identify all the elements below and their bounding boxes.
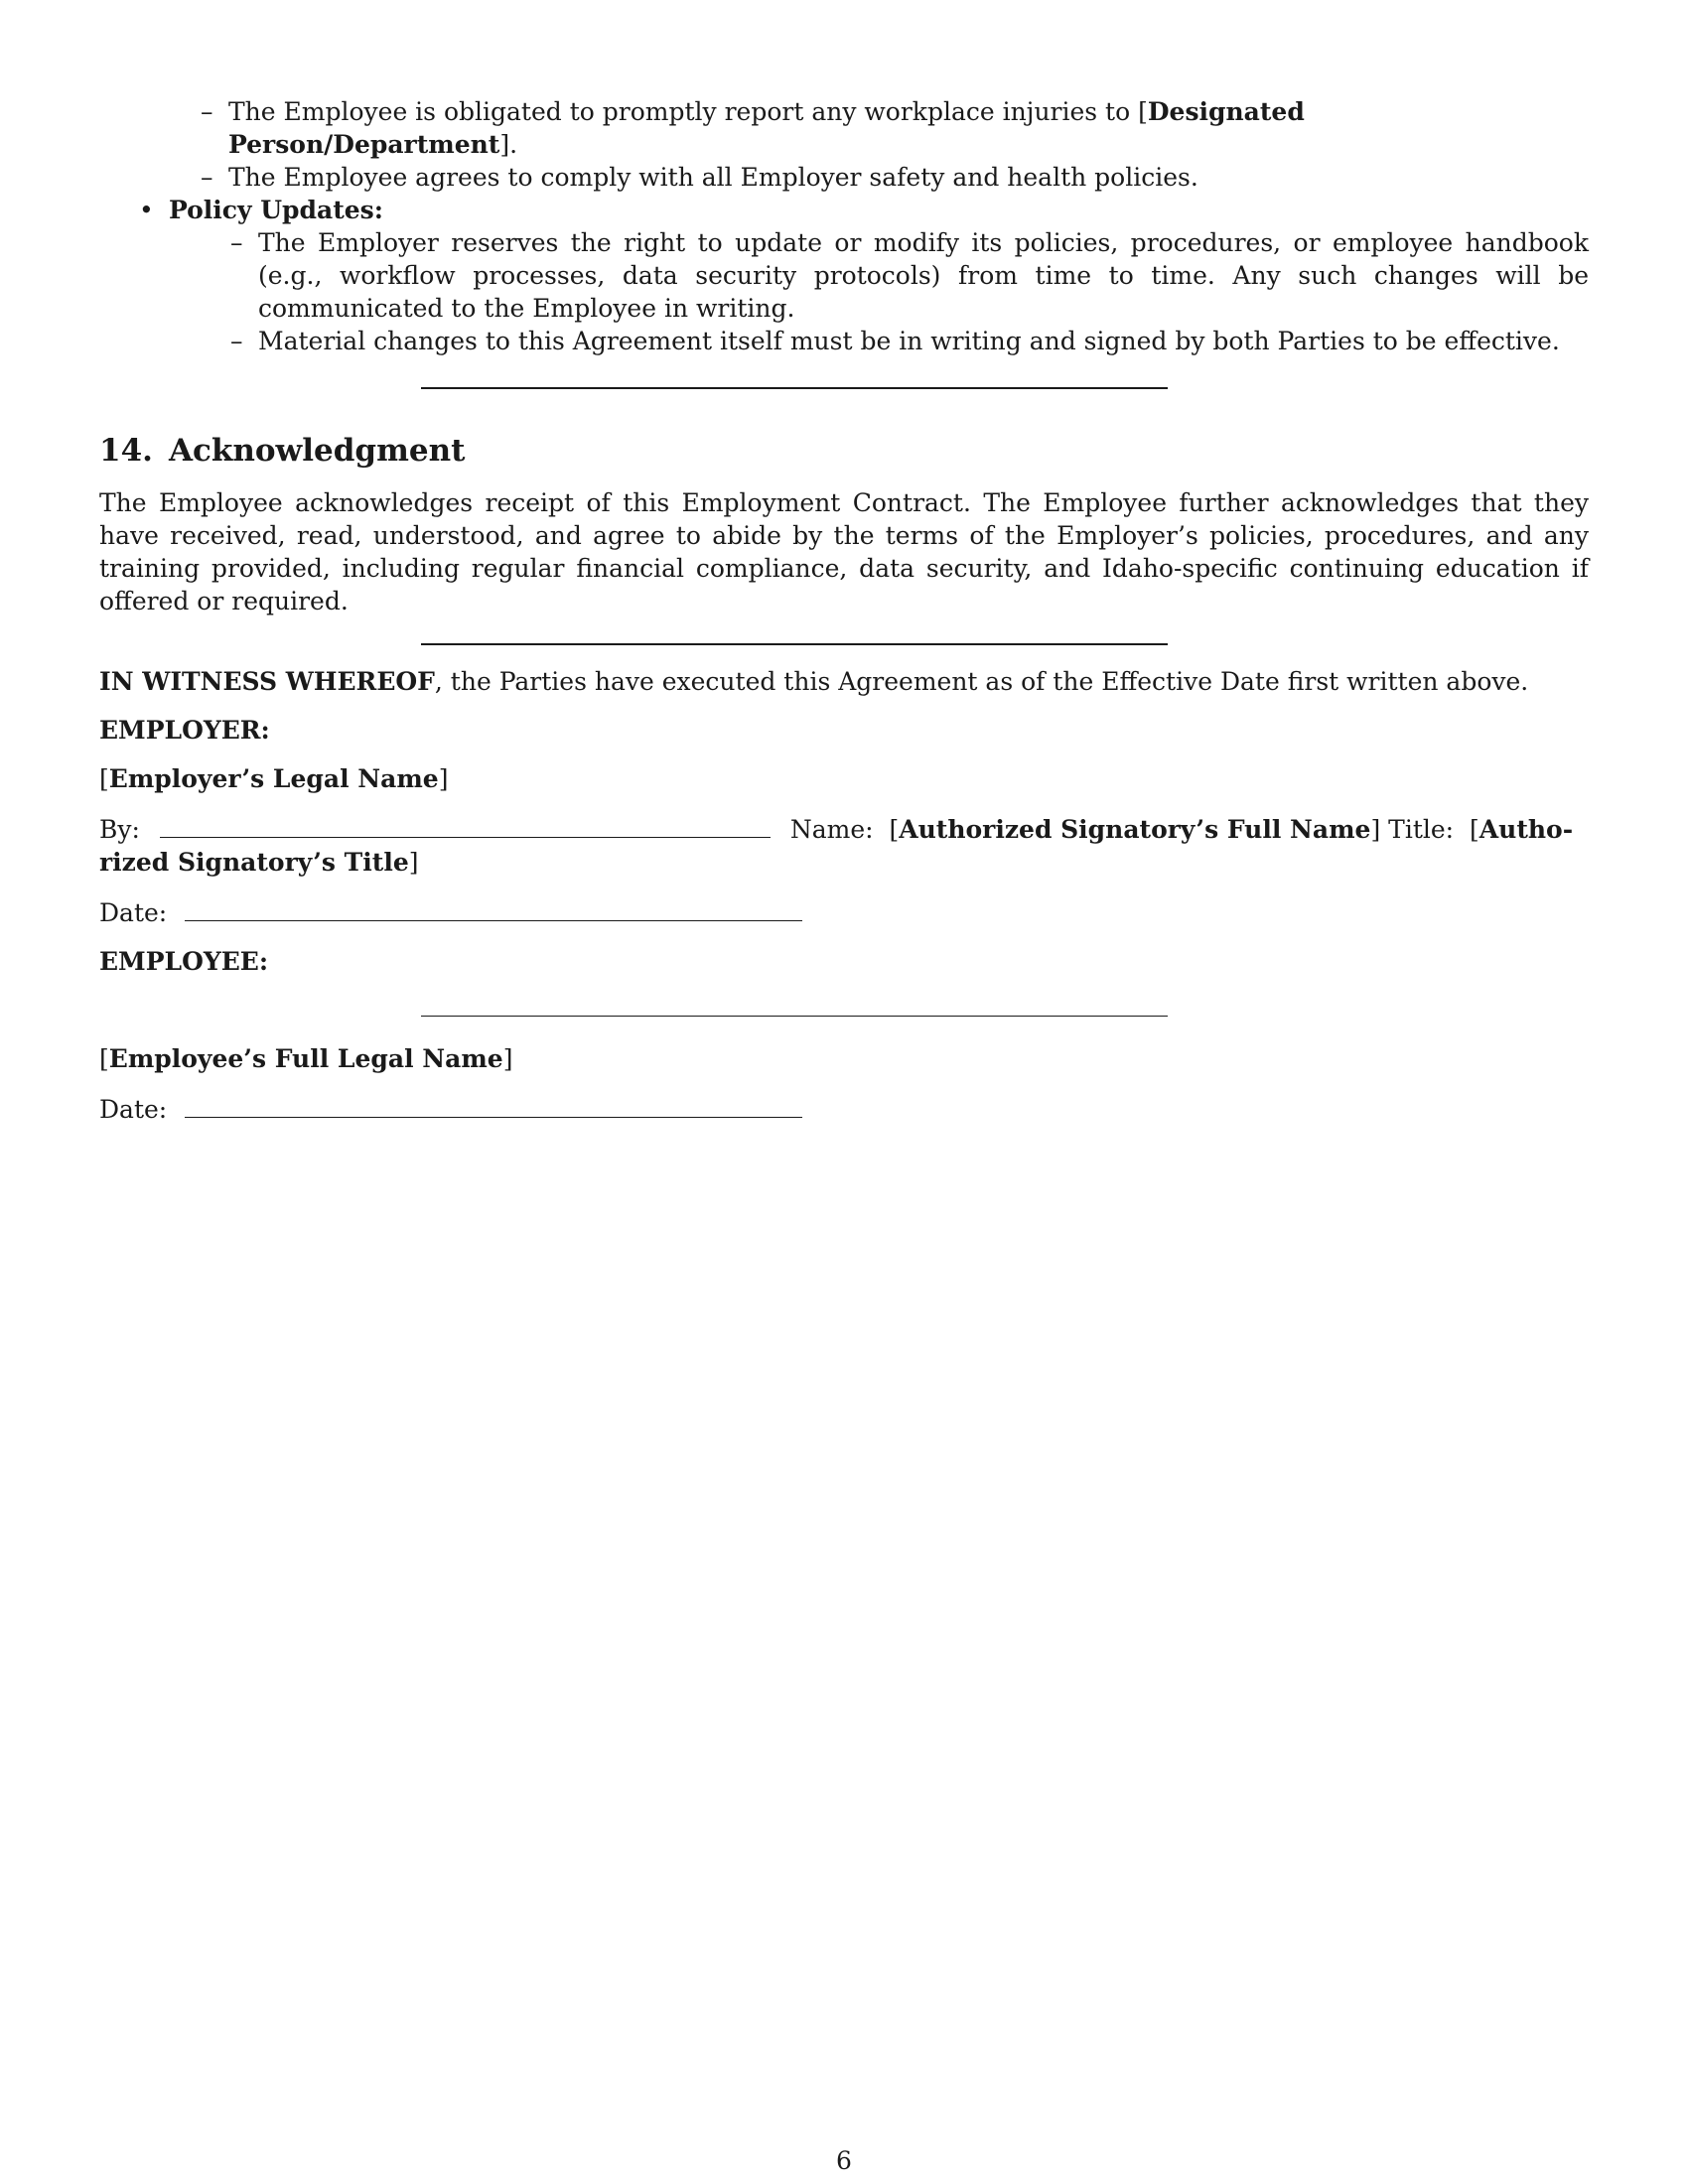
designated-person-placeholder: Designated Person/Department — [228, 97, 1305, 159]
list-item: – The Employee is obligated to promptly report any workplace injuries to [Designated Person/Department]. — [201, 95, 1589, 161]
employer-signature-line: By: Name: [Authorized Signatory’s Full Name] Title: [Autho- rized Signatory’s Title] — [99, 811, 1589, 879]
section-heading: 14. Acknowledgment — [99, 433, 466, 469]
injury-reporting-list — [99, 95, 1589, 194]
policy-updates-list — [99, 194, 1589, 357]
employee-date-line: Date: — [99, 1091, 1589, 1126]
employer-heading: EMPLOYER: — [99, 716, 270, 745]
employee-heading: EMPLOYEE: — [99, 947, 269, 976]
policy-updates-label: Policy Updates: — [169, 196, 383, 224]
acknowledgment-paragraph: The Employee acknowledges receipt of this Employment Contract. The Employee further acknowledges that they have received, read, understood, and agree to abide by the terms of the Employer’s policies, procedures, and any training provided, including regular financial compliance, data security, and Idaho-specific continuing education if offered or required. — [99, 488, 1589, 615]
section-divider — [421, 387, 1168, 389]
policy-updates-sublist — [169, 226, 1589, 357]
employer-date-line: Date: — [99, 894, 1589, 929]
list-item: – Material changes to this Agreement itself must be in writing and signed by both Parties to be effective. — [230, 325, 1589, 357]
employee-legal-name: [Employee’s Full Legal Name] — [99, 1044, 513, 1073]
employee-date-field[interactable] — [185, 1091, 802, 1118]
list-item: – The Employee agrees to comply with all Employer safety and health policies. — [201, 161, 1589, 194]
list-item — [139, 194, 1589, 357]
employer-date-field[interactable] — [185, 894, 802, 921]
employer-legal-name: [Employer’s Legal Name] — [99, 764, 449, 793]
employee-signature-field[interactable] — [421, 1016, 1168, 1017]
employer-signature-field[interactable] — [160, 811, 771, 838]
list-item: – The Employer reserves the right to update or modify its policies, procedures, or employee handbook (e.g., workflow processes, data security protocols) from time to time. Any such changes will be communicated to the Employee in writing. — [230, 226, 1589, 325]
document-page — [99, 95, 1589, 1126]
section-divider — [421, 643, 1168, 645]
witness-statement: IN WITNESS WHEREOF, the Parties have executed this Agreement as of the Effective Date first written above. — [99, 667, 1529, 696]
page-number: 6 — [836, 2146, 852, 2175]
